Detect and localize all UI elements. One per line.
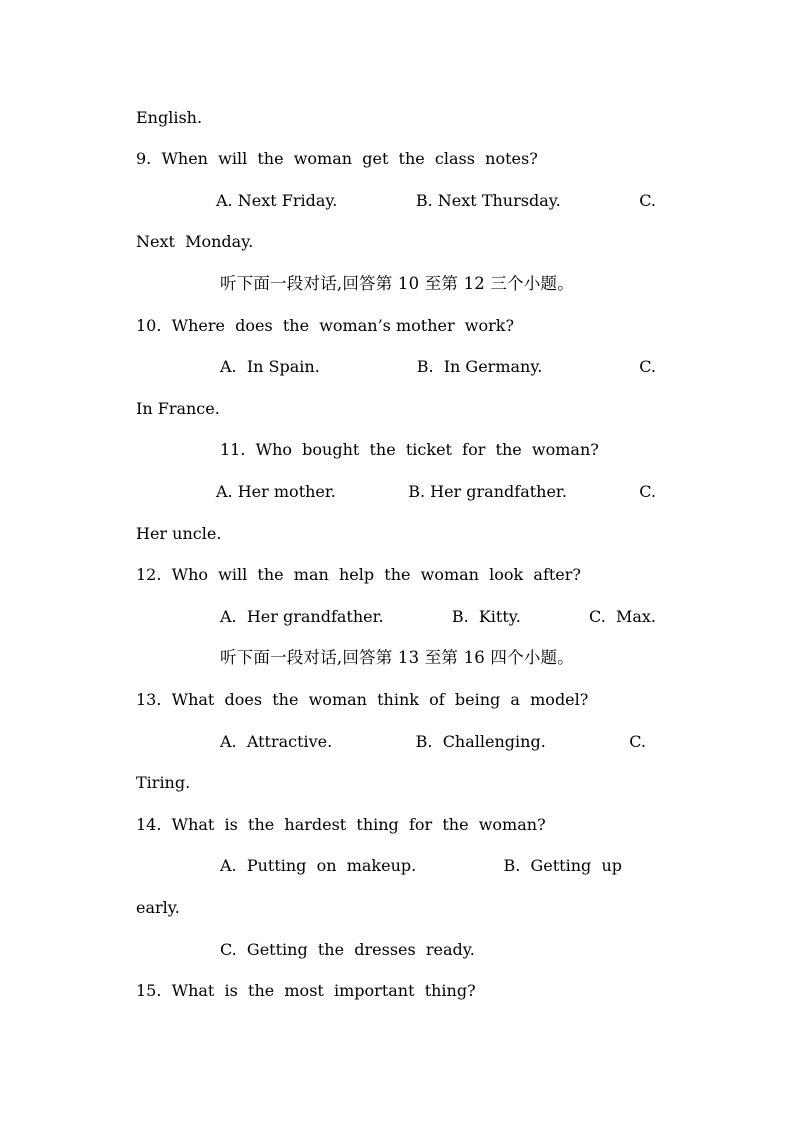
option-c: C. Max. (589, 607, 656, 626)
question-14-options (220, 855, 622, 877)
option-b: B. Getting up (503, 856, 622, 875)
option-c-continuation: In France. (136, 399, 220, 418)
question-13-options (220, 731, 646, 753)
option-a: A. Attractive. (220, 732, 333, 751)
option-b: B. Challenging. (415, 732, 546, 751)
question-11-options (216, 481, 656, 503)
question-14: 14. What is the hardest thing for the woman? (136, 815, 546, 834)
option-a: A. Her grandfather. (220, 607, 384, 626)
question-10: 10. Where does the woman’s mother work? (136, 316, 515, 335)
option-c-continuation: Her uncle. (136, 524, 222, 543)
option-c: C. (639, 482, 656, 501)
option-b: B. In Germany. (416, 357, 543, 376)
option-b-continuation: early. (136, 898, 180, 917)
section-instruction: 听下面一段对话,回答第 10 至第 12 三个小题。 (220, 274, 574, 293)
option-c: C. (629, 732, 646, 751)
option-c-continuation: Next Monday. (136, 232, 254, 251)
option-c-continuation: Tiring. (136, 773, 191, 792)
option-a: A. Next Friday. (216, 191, 338, 210)
question-12-options (220, 606, 656, 628)
option-b: B. Next Thursday. (415, 191, 561, 210)
question-11: 11. Who bought the ticket for the woman? (220, 440, 599, 459)
option-c: C. Getting the dresses ready. (220, 940, 475, 959)
option-a: A. Putting on makeup. (220, 856, 417, 875)
question-10-options (220, 356, 656, 378)
question-9: 9. When will the woman get the class notes? (136, 149, 538, 168)
option-a: A. In Spain. (220, 357, 320, 376)
question-15: 15. What is the most important thing? (136, 981, 476, 1000)
option-c: C. (639, 191, 656, 210)
question-12: 12. Who will the man help the woman look after? (136, 565, 581, 584)
option-c: C. (639, 357, 656, 376)
section-instruction: 听下面一段对话,回答第 13 至第 16 四个小题。 (220, 648, 574, 667)
option-a: A. Her mother. (216, 482, 336, 501)
text-line: English. (136, 108, 203, 127)
option-b: B. Kitty. (451, 607, 521, 626)
question-13: 13. What does the woman think of being a model? (136, 690, 589, 709)
question-9-options (216, 190, 656, 212)
option-b: B. Her grandfather. (408, 482, 567, 501)
